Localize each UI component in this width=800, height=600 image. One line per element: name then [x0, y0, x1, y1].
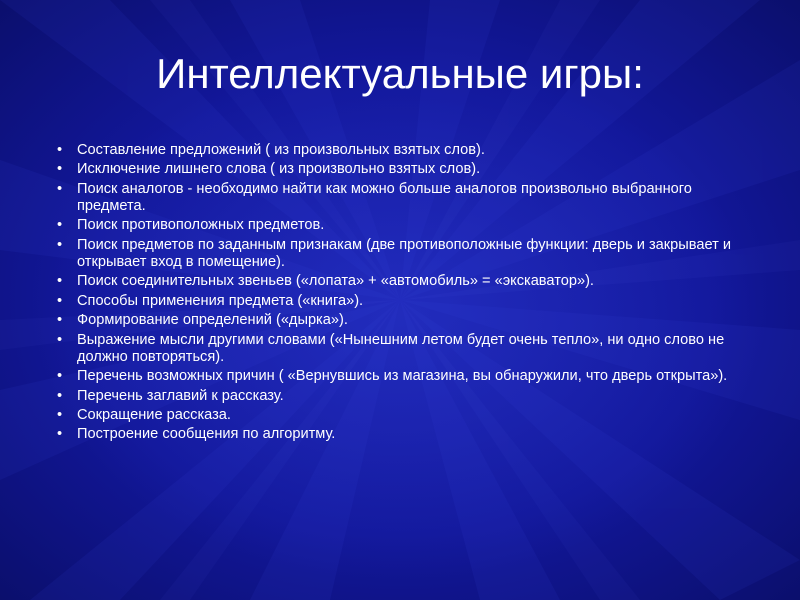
list-item: [56, 332, 756, 366]
bullet-icon: •: [57, 142, 63, 158]
list-item: [56, 161, 756, 178]
list-item-text: Поиск противоположных предметов.: [77, 217, 325, 234]
list-item: [56, 293, 756, 310]
bullet-list: [56, 142, 756, 446]
list-item: [56, 407, 756, 424]
list-item: [56, 217, 756, 234]
list-item-text: Исключение лишнего слова ( из произвольно взятых слов).: [77, 161, 481, 178]
bullet-icon: •: [57, 387, 63, 404]
bullet-icon: •: [57, 368, 63, 385]
list-item-text: Построение сообщения по алгоритму.: [77, 426, 336, 443]
list-item: [56, 181, 756, 215]
list-item: [56, 388, 756, 405]
list-item: [56, 368, 756, 385]
bullet-icon: •: [57, 406, 63, 423]
list-item-text: Выражение мысли другими словами («Нынешним летом будет очень тепло», ни одно слово не должно повторяться).: [77, 331, 725, 365]
bullet-icon: •: [57, 236, 63, 253]
list-item-text: Способы применения предмета («книга»).: [77, 292, 364, 309]
bullet-icon: •: [57, 180, 63, 197]
bullet-icon: •: [57, 273, 63, 290]
list-item: [56, 237, 756, 271]
list-item-text: Перечень заглавий к рассказу.: [77, 387, 284, 404]
list-item: [56, 426, 756, 443]
list-item-text: Составление предложений ( из произвольных взятых слов).: [77, 142, 485, 158]
bullet-icon: •: [57, 426, 63, 443]
list-item: [56, 142, 756, 159]
list-item-text: Поиск аналогов - необходимо найти как можно больше аналогов произвольно выбранного предмета.: [77, 180, 692, 214]
list-item-text: Перечень возможных причин ( «Вернувшись из магазина, вы обнаружили, что дверь открыта»).: [77, 368, 728, 385]
bullet-icon: •: [57, 331, 63, 348]
bullet-icon: •: [57, 217, 63, 234]
list-item-text: Поиск предметов по заданным признакам (две противоположные функции: дверь и закрывает и открывает вход в помещение).: [77, 236, 731, 270]
slide-title: Интеллектуальные игры:: [156, 50, 644, 97]
list-item: [56, 273, 756, 290]
list-item: [56, 312, 756, 329]
list-item-text: Поиск соединительных звеньев («лопата» + «автомобиль» = «экскаватор»).: [77, 273, 594, 290]
bullet-icon: •: [57, 161, 63, 178]
list-item-text: Сокращение рассказа.: [77, 406, 231, 423]
bullet-icon: •: [57, 312, 63, 329]
bullet-icon: •: [57, 292, 63, 309]
list-item-text: Формирование определений («дырка»).: [77, 312, 348, 329]
